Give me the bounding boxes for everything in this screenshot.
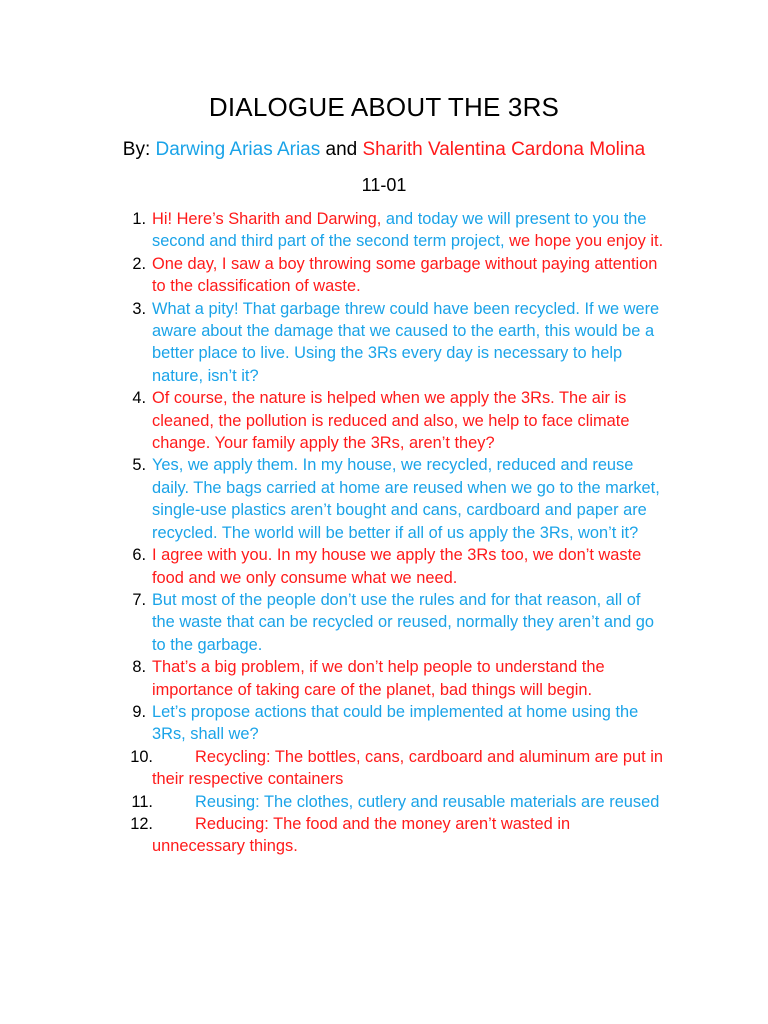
- line-number: 5.: [132, 456, 146, 475]
- dialogue-line-11: [0, 791, 664, 813]
- line-text-segment: Let’s propose actions that could be implemented at home using the 3Rs, shall we?: [152, 702, 639, 744]
- dialogue-list: [0, 208, 768, 858]
- line-number: 7.: [132, 590, 146, 609]
- dialogue-line-2: [0, 253, 664, 298]
- line-text-segment: Reusing: The clothes, cutlery and reusable materials are reused: [195, 792, 660, 811]
- line-number: 3.: [132, 299, 146, 318]
- dialogue-line-9: [0, 701, 664, 746]
- byline: [0, 139, 768, 161]
- dialogue-line-3: [0, 298, 664, 388]
- line-text-segment: Recycling: The bottles, cans, cardboard and aluminum are put in their respective containers: [152, 747, 663, 789]
- author-darwing: Darwing Arias Arias: [155, 139, 321, 160]
- document-title: DIALOGUE ABOUT THE 3RS: [208, 92, 560, 122]
- line-number: 11.: [131, 792, 153, 811]
- dialogue-line-4: [0, 387, 664, 454]
- line-text-segment: What a pity! That garbage threw could have been recycled. If we were aware about the damage that we caused to the earth, this would be a better place to live. Using the 3Rs every day is necessary to help nature, isn’t it?: [152, 299, 660, 385]
- line-text-segment: One day, I saw a boy throwing some garbage without paying attention to the classification of waste.: [152, 254, 658, 296]
- line-text-segment: I agree with you. In my house we apply the 3Rs too, we don’t waste food and we only consume what we need.: [152, 546, 642, 587]
- dialogue-line-7: [0, 589, 664, 656]
- line-text-segment: and today we will present to you the second and third part of the second term project,: [152, 210, 647, 251]
- line-number: 4.: [132, 389, 146, 408]
- line-number: 9.: [132, 702, 146, 721]
- line-number: 10.: [130, 747, 153, 766]
- line-number: 1.: [132, 210, 146, 228]
- line-text-segment: That’s a big problem, if we don’t help people to understand the importance of taking care of the planet, bad things will begin.: [152, 658, 605, 699]
- dialogue-line-8: [0, 656, 664, 701]
- line-text-segment: Of course, the nature is helped when we apply the 3Rs. The air is cleaned, the pollution is reduced and also, we help to face climate change. Your family apply the 3Rs, aren’t they?: [152, 389, 630, 453]
- dialogue-line-1: [0, 208, 664, 253]
- byline-conjunction: and: [325, 139, 358, 160]
- line-text-segment: Yes, we apply them. In my house, we recycled, reduced and reuse daily. The bags carried at home are reused when we go to the market, single-use plastics aren’t bought and cans, cardboard and paper are recycled. The world will be better if all of us apply the 3Rs, won’t it?: [152, 456, 660, 542]
- dialogue-line-6: [0, 544, 664, 589]
- dialogue-line-5: [0, 454, 664, 544]
- line-number: 6.: [132, 546, 146, 565]
- line-number: 2.: [132, 254, 146, 273]
- byline-prefix: By:: [122, 139, 151, 160]
- line-text-segment: Hi! Here’s Sharith and Darwing,: [152, 210, 386, 228]
- line-number: 12.: [130, 814, 153, 833]
- line-text-segment: we hope you enjoy it.: [509, 232, 664, 251]
- dialogue-line-12: [0, 813, 664, 858]
- author-sharith: Sharith Valentina Cardona Molina: [362, 139, 646, 160]
- line-text-segment: But most of the people don’t use the rules and for that reason, all of the waste that can be recycled or reused, normally they aren’t and go to the garbage.: [152, 590, 655, 654]
- line-number: 8.: [132, 658, 146, 677]
- class-group: 11-01: [361, 175, 407, 195]
- line-text-segment: Reducing: The food and the money aren’t wasted in unnecessary things.: [152, 814, 571, 856]
- dialogue-line-10: [0, 746, 664, 791]
